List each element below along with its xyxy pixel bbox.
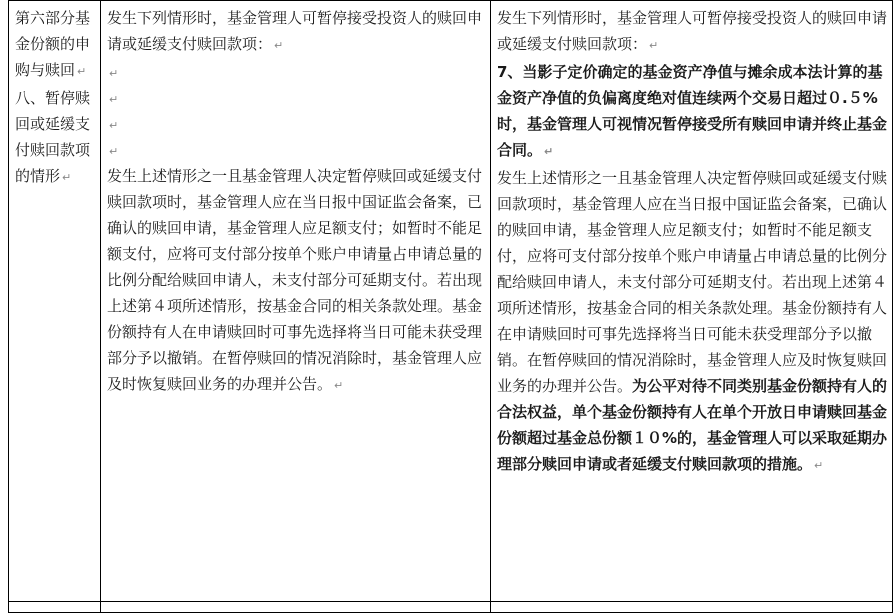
- paragraph-mark: ↵: [814, 459, 824, 472]
- section-subtitle: 八、暂停赎回或延缓支付赎回款项的情形: [15, 89, 91, 185]
- revised-body: 发生上述情形之一且基金管理人决定暂停赎回或延缓支付赎回款项时，基金管理人应在当日报中国证监会备案，已确认的赎回申请，基金管理人应足额支付；如暂时不能足额支付，应将可支付部分按单个账户申请量占申请总量的比例分配给赎回申请人，未支付部分可延期支付。若出现上述第４项所述情形，按基金合同的相关条款处理。基金份额持有人在申请赎回时可事先选择将当日可能未获受理部分予以撤销。在暂停赎回的情况消除时，基金管理人应及时恢复赎回业务的办理并公告。为公平对待不同类别基金份额持有人的合法权益，单个基金份额持有人在单个开放日申请赎回基金份额超过基金总份额１０%的，基金管理人可以采取延期办理部分赎回申请或者延缓支付赎回款项的措施。 ↵: [497, 169, 888, 473]
- paragraph-mark: ↵: [109, 67, 119, 80]
- comparison-table: [8, 0, 893, 613]
- added-item-7: 7、当影子定价确定的基金资产净值与摊余成本法计算的基金资产净值的负偏离度绝对值连续两个交易日超过０.５%时，基金管理人可视情况暂停接受所有赎回申请并终止基金合同。 ↵: [497, 63, 888, 159]
- paragraph-mark: ↵: [109, 93, 119, 106]
- table-row: [9, 1, 893, 602]
- paragraph-mark: ↵: [334, 379, 344, 392]
- paragraph-mark: ↵: [649, 39, 659, 52]
- original-text-cell: [101, 1, 491, 602]
- paragraph-mark: ↵: [109, 119, 119, 132]
- original-intro: 发生下列情形时，基金管理人可暂停接受投资人的赎回申请或延缓支付赎回款项： ↵: [107, 9, 483, 53]
- table-row: [9, 602, 893, 613]
- empty-cell: [101, 602, 491, 613]
- empty-cell: [9, 602, 101, 613]
- original-body: 发生上述情形之一且基金管理人决定暂停赎回或延缓支付赎回款项时，基金管理人应在当日报中国证监会备案，已确认的赎回申请，基金管理人应足额支付；如暂时不能足额支付，应将可支付部分按单个账户申请量占申请总量的比例分配给赎回申请人，未支付部分可延期支付。若出现上述第４项所述情形，按基金合同的相关条款处理。基金份额持有人在申请赎回时可事先选择将当日可能未获受理部分予以撤销。在暂停赎回的情况消除时，基金管理人应及时恢复赎回业务的办理并公告。 ↵: [107, 167, 483, 393]
- empty-paragraph: [107, 137, 486, 163]
- paragraph-mark: ↵: [109, 145, 119, 158]
- empty-paragraph: [107, 59, 486, 85]
- added-tail: 为公平对待不同类别基金份额持有人的合法权益，单个基金份额持有人在单个开放日申请赎回基金份额超过基金总份额１０%的，基金管理人可以采取延期办理部分赎回申请或者延缓支付赎回款项的措施。: [497, 377, 888, 473]
- paragraph-mark: ↵: [77, 65, 87, 78]
- empty-paragraph: [107, 111, 486, 137]
- section-cell: [9, 1, 101, 602]
- revised-text-cell: [491, 1, 893, 602]
- section-title: 第六部分基金份额的申购与赎回: [15, 9, 91, 79]
- empty-cell: [491, 602, 893, 613]
- revised-intro: 发生下列情形时，基金管理人可暂停接受投资人的赎回申请或延缓支付赎回款项： ↵: [497, 9, 888, 53]
- empty-paragraph: [107, 85, 486, 111]
- paragraph-mark: ↵: [544, 145, 554, 158]
- paragraph-mark: ↵: [62, 171, 72, 184]
- paragraph-mark: ↵: [274, 39, 284, 52]
